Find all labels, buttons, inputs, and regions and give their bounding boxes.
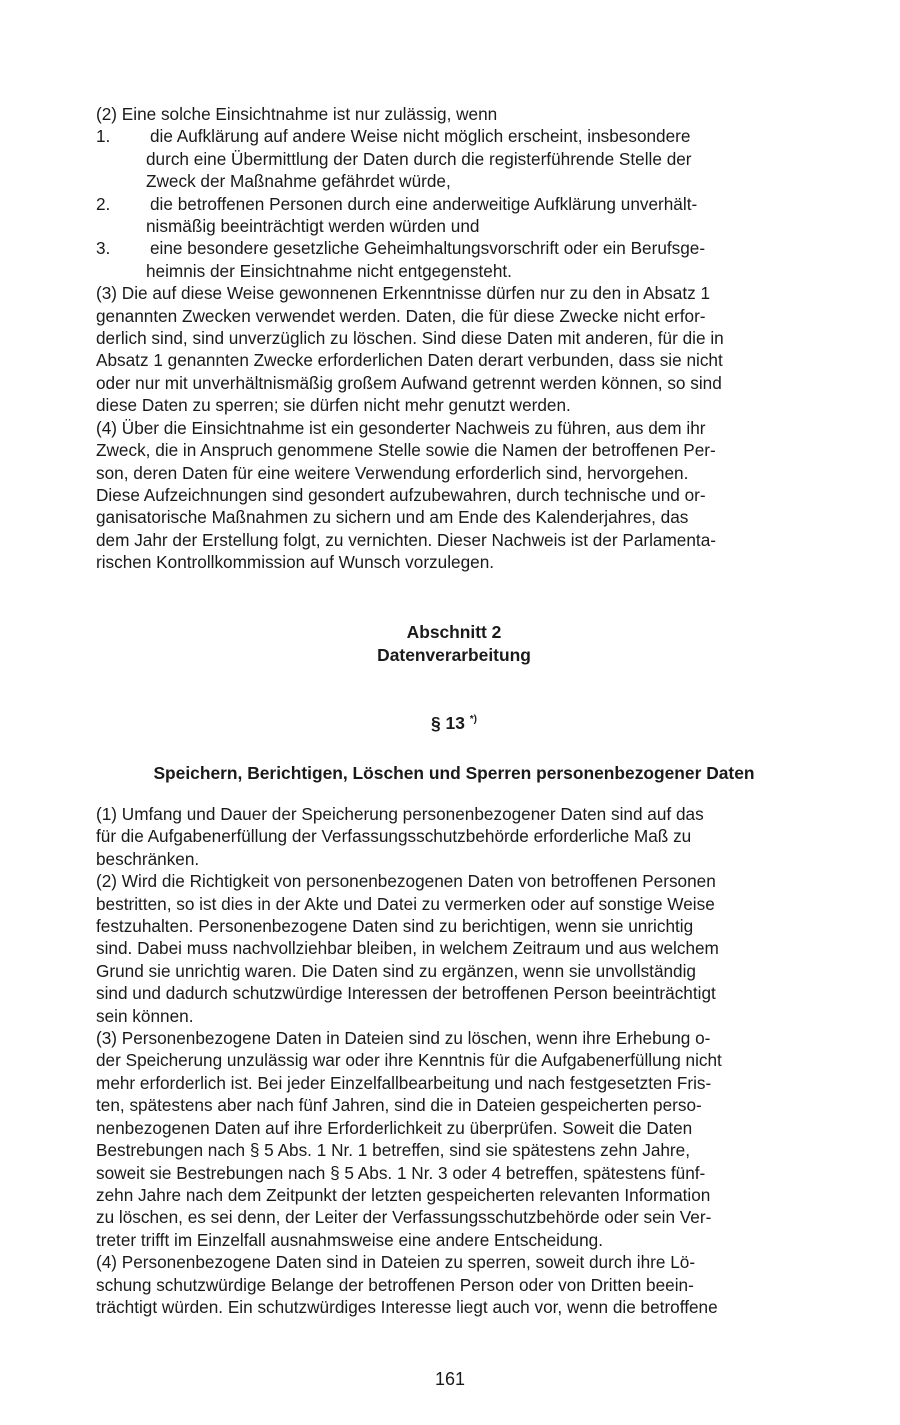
list-text xyxy=(146,125,812,192)
text-line: genannten Zwecken verwendet werden. Daten, die für diese Zwecke nicht erfor- xyxy=(96,305,706,326)
text-line: treter trifft im Einzelfall ausnahmsweise eine andere Entscheidung. xyxy=(96,1229,603,1250)
list-line: eine besondere gesetzliche Geheimhaltungsvorschrift oder ein Berufsge- xyxy=(150,238,706,259)
text-line: Zweck, die in Anspruch genommene Stelle sowie die Namen der betroffenen Per- xyxy=(96,440,716,461)
text-line: sein können. xyxy=(96,1005,194,1026)
lower-text xyxy=(96,803,812,1318)
text-line: ten, spätestens aber nach fünf Jahren, sind die in Dateien gespeicherten perso- xyxy=(96,1095,702,1116)
text-line: soweit sie Bestrebungen nach § 5 Abs. 1 Nr. 3 oder 4 betreffen, spätestens fünf- xyxy=(96,1162,706,1183)
text-line: derlich sind, sind unverzüglich zu löschen. Sind diese Daten mit anderen, für die in xyxy=(96,328,724,349)
text-line: festzuhalten. Personenbezogene Daten sind zu berichtigen, wenn sie unrichtig xyxy=(96,916,694,937)
list-text xyxy=(146,237,812,282)
text-line: Grund sie unrichtig waren. Die Daten sind zu ergänzen, wenn sie unvollständig xyxy=(96,960,696,981)
section13-paragraph-1 xyxy=(96,803,812,870)
text-line: oder nur mit unverhältnismäßig großem Aufwand getrennt werden können, so sind xyxy=(96,372,722,393)
text-line: beschränken. xyxy=(96,848,200,869)
list-item xyxy=(96,193,812,238)
text-line: (4) Personenbezogene Daten sind in Dateien zu sperren, soweit durch ihre Lö- xyxy=(96,1252,696,1273)
text-line: (3) Die auf diese Weise gewonnenen Erkenntnisse dürfen nur zu den in Absatz 1 xyxy=(96,283,711,304)
text-line: bestritten, so ist dies in der Akte und Datei zu vermerken oder auf sonstige Weise xyxy=(96,893,715,914)
text-line: der Speicherung unzulässig war oder ihre Kenntnis für die Aufgabenerfüllung nicht xyxy=(96,1050,722,1071)
page-number: 161 xyxy=(434,1369,466,1389)
text-line: rischen Kontrollkommission auf Wunsch vorzulegen. xyxy=(96,552,495,573)
list-line: nismäßig beeinträchtigt werden würden und xyxy=(146,216,480,237)
section-header xyxy=(96,621,812,785)
text-line: zu löschen, es sei denn, der Leiter der Verfassungsschutzbehörde oder sein Ver- xyxy=(96,1207,712,1228)
list-item xyxy=(96,237,812,282)
text-line: mehr erforderlich ist. Bei jeder Einzelfallbearbeitung und nach festgesetzten Fris- xyxy=(96,1072,712,1093)
list-line: heimnis der Einsichtnahme nicht entgegensteht. xyxy=(146,260,512,281)
paragraph-sign: § 13 xyxy=(431,713,465,733)
section-title: Datenverarbeitung xyxy=(377,645,531,665)
text-line: Diese Aufzeichnungen sind gesondert aufzubewahren, durch technische und or- xyxy=(96,484,706,505)
paragraph-title: Speichern, Berichtigen, Löschen und Sperren personenbezogener Daten xyxy=(153,763,755,783)
list-number: 2. xyxy=(96,193,111,214)
paragraph-4 xyxy=(96,417,812,574)
text-line: zehn Jahre nach dem Zeitpunkt der letzten gespeicherten relevanten Information xyxy=(96,1184,711,1205)
intro-line: (2) Eine solche Einsichtnahme ist nur zulässig, wenn xyxy=(96,104,498,124)
text-line: Absatz 1 genannten Zwecke erforderlichen Daten derart verbunden, dass sie nicht xyxy=(96,350,723,371)
text-line: nenbezogenen Daten auf ihre Erforderlichkeit zu überprüfen. Soweit die Daten xyxy=(96,1117,693,1138)
list-text xyxy=(146,193,812,238)
text-line: (3) Personenbezogene Daten in Dateien sind zu löschen, wenn ihre Erhebung o- xyxy=(96,1028,711,1049)
text-line: ganisatorische Maßnahmen zu sichern und am Ende des Kalenderjahres, das xyxy=(96,507,689,528)
text-line: dem Jahr der Erstellung folgt, zu vernichten. Dieser Nachweis ist der Parlamenta- xyxy=(96,529,716,550)
section13-paragraph-3 xyxy=(96,1027,812,1251)
footnote-mark: *) xyxy=(469,714,477,725)
list-line: durch eine Übermittlung der Daten durch die registerführende Stelle der xyxy=(146,148,692,169)
text-line: (1) Umfang und Dauer der Speicherung personenbezogener Daten sind auf das xyxy=(96,804,704,824)
text-line: schung schutzwürdige Belange der betroffenen Person oder von Dritten beein- xyxy=(96,1274,694,1295)
text-line: Bestrebungen nach § 5 Abs. 1 Nr. 1 betreffen, sind sie spätestens zehn Jahre, xyxy=(96,1140,690,1161)
section-number: Abschnitt 2 xyxy=(406,622,502,642)
list-line: die Aufklärung auf andere Weise nicht möglich erscheint, insbesondere xyxy=(150,126,691,147)
text-line: trächtigt würden. Ein schutzwürdiges Interesse liegt auch vor, wenn die betroffene xyxy=(96,1296,718,1317)
paragraph-3 xyxy=(96,282,812,416)
text-line: (4) Über die Einsichtnahme ist ein gesonderter Nachweis zu führen, aus dem ihr xyxy=(96,417,706,438)
text-line: (2) Wird die Richtigkeit von personenbezogenen Daten von betroffenen Personen xyxy=(96,871,716,892)
paragraph-number xyxy=(96,708,812,735)
text-line: diese Daten zu sperren; sie dürfen nicht mehr genutzt werden. xyxy=(96,395,571,416)
list-item xyxy=(96,125,812,192)
upper-text xyxy=(96,103,812,574)
list-number: 3. xyxy=(96,238,111,259)
section13-paragraph-2 xyxy=(96,870,812,1027)
text-line: sind. Dabei muss nachvollziehbar bleiben, in welchem Zeitraum und aus welchem xyxy=(96,938,719,959)
list-number: 1. xyxy=(96,126,111,147)
section13-paragraph-4 xyxy=(96,1251,812,1318)
text-line: für die Aufgabenerfüllung der Verfassungsschutzbehörde erforderliche Maß zu xyxy=(96,826,692,847)
text-line: son, deren Daten für eine weitere Verwendung erforderlich sind, hervorgehen. xyxy=(96,462,689,483)
list-line: die betroffenen Personen durch eine anderweitige Aufklärung unverhält- xyxy=(150,193,698,214)
text-line: sind und dadurch schutzwürdige Interessen der betroffenen Person beeinträchtigt xyxy=(96,983,716,1004)
list-line: Zweck der Maßnahme gefährdet würde, xyxy=(146,171,451,192)
